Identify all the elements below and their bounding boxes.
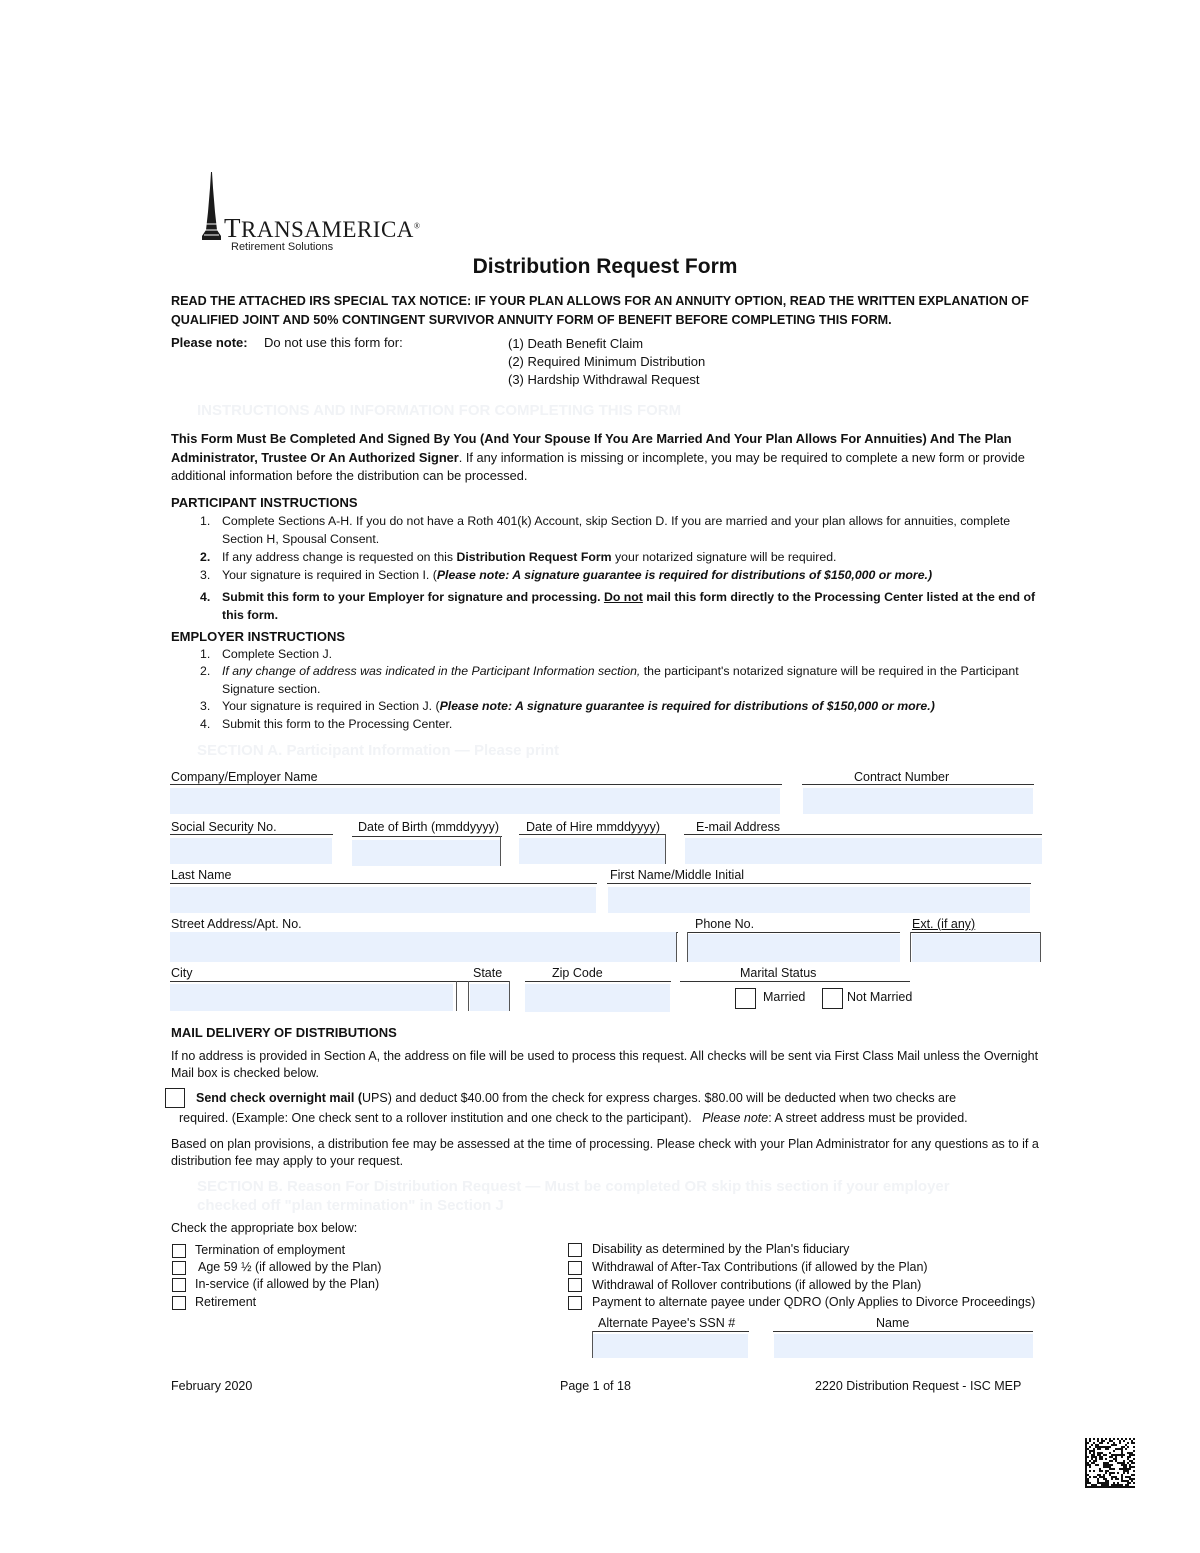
barcode-icon [1085,1438,1135,1493]
qdro-checkbox[interactable] [568,1296,582,1310]
ssn-label: Social Security No. [171,820,277,834]
first-name-input[interactable] [608,887,1030,913]
alt-payee-ssn-label: Alternate Payee's SSN # [598,1316,736,1330]
last-name-input[interactable] [170,887,596,913]
rollover-label: Withdrawal of Rollover contributions (if allowed by the Plan) [592,1278,922,1292]
not-married-checkbox[interactable] [822,988,843,1009]
section-b-heading-2: checked off "plan termination" in Section J [197,1197,504,1214]
irs-notice: READ THE ATTACHED IRS SPECIAL TAX NOTICE: IF YOUR PLAN ALLOWS FOR AN ANNUITY OPTION, READ THE WRITTEN EXPLANATION OF QUALIFIED JOINT AND 50% CONTINGENT SURVIVOR ANNUITY FORM OF BENEFIT BEFORE COMPLETING THIS FORM. [171,294,1029,327]
zip-input[interactable] [525,984,670,1012]
please-note-list [508,335,705,389]
list-item: (1) Death Benefit Claim [508,336,644,351]
city-label: City [171,966,193,980]
list-item: (3) Hardship Withdrawal Request [508,372,700,387]
participant-instructions-list: 1. Complete Sections A-H. If you do not have a Roth 401(k) Account, skip Section D. If you are married and your plan allows for annuities, complete Section H, Spousal Consent. 2. If any address change is requested on this Distribution Request Form your notarized signature will be required. 3. Your signature is required in Section I. (Please note: A signature guarantee is required for distributions of $150,000 or more.) 4. Submit this form to your Employer for signature and processing. Do not mail this form directly to the Processing Center listed at the end of this form. [200,514,1036,622]
married-label: Married [763,990,806,1004]
age-59-checkbox[interactable] [172,1261,186,1275]
alt-payee-name-label: Name [876,1316,910,1330]
married-checkbox[interactable] [735,988,756,1009]
company-label: Company/Employer Name [171,770,318,784]
intro-bold: This Form Must Be Completed And Signed By You (And Your Spouse If You Are Married And Your Plan Allows For Annuities) And The Plan Administrator, Trustee Or An Authorized Signer [171,431,1012,465]
mail-delivery-paragraph: If no address is provided in Section A, the address on file will be used to process this request. All checks will be sent via First Class Mail unless the Overnight Mail box is checked below. [171,1049,1039,1080]
overnight-mail-text-2: required. (Example: One check sent to a rollover institution and one check to the participant). Please note: A street address must be provided. [179,1111,968,1125]
phone-label: Phone No. [695,917,755,931]
retirement-label: Retirement [195,1295,257,1309]
state-input[interactable] [470,984,509,1011]
logo-tower-icon [200,172,224,245]
qdro-label: Payment to alternate payee under QDRO (Only Applies to Divorce Proceedings) [592,1295,1036,1309]
street-input[interactable] [170,932,676,962]
check-prompt: Check the appropriate box below: [171,1221,358,1235]
phone-input[interactable] [688,934,900,962]
zip-label: Zip Code [552,966,603,980]
doh-label: Date of Hire mmddyyyy) [526,820,661,834]
overnight-mail-checkbox[interactable] [165,1088,185,1108]
employer-instructions-list: 1. Complete Section J. 2. If any change of address was indicated in the Participant Information section, the participant's notarized signature will be required in the Participant Signature section. 3. Your signature is required in Section J. (Please note: A signature guarantee is required for distributions of $150,000 or more.) 4. Submit this form to the Processing Center. [200,647,1019,731]
email-label: E-mail Address [696,820,781,834]
termination-checkbox[interactable] [172,1244,186,1258]
contract-input[interactable] [803,788,1033,814]
retirement-checkbox[interactable] [172,1296,186,1310]
footer-page-number: Page 1 of 18 [560,1379,631,1393]
logo-subtitle: Retirement Solutions [231,241,334,253]
ssn-input[interactable] [170,838,332,864]
email-input[interactable] [685,838,1042,864]
after-tax-checkbox[interactable] [568,1261,582,1275]
disability-checkbox[interactable] [568,1243,582,1257]
logo-wordmark: TRANSAMERICA® [224,213,421,243]
state-label: State [473,966,503,980]
street-label: Street Address/Apt. No. [171,917,302,931]
disability-label: Disability as determined by the Plan's fiduciary [592,1242,850,1256]
please-note-text: Do not use this form for: [264,335,403,350]
first-name-label: First Name/Middle Initial [610,868,745,882]
alt-payee-ssn-input[interactable] [592,1334,748,1358]
intro-paragraph [171,430,1051,486]
in-service-checkbox[interactable] [172,1278,186,1292]
list-item: (2) Required Minimum Distribution [508,354,706,369]
ext-label: Ext. (if any) [912,917,976,931]
termination-label: Termination of employment [195,1243,346,1257]
dob-label: Date of Birth (mmddyyyy) [358,820,500,834]
dob-input[interactable] [352,840,500,866]
marital-status-label: Marital Status [740,966,817,980]
ext-input[interactable] [912,934,1040,962]
age-59-label: Age 59 ½ (if allowed by the Plan) [198,1260,382,1274]
after-tax-label: Withdrawal of After-Tax Contributions (if allowed by the Plan) [592,1260,928,1274]
participant-instructions-heading: PARTICIPANT INSTRUCTIONS [171,495,358,510]
footer-date: February 2020 [171,1379,253,1393]
intro-rest: . If any information is missing or incomplete, you may be required to complete a new form or provide additional information before the distribution can be processed. [171,449,1025,483]
distribution-fee-paragraph: Based on plan provisions, a distribution fee may be assessed at the time of processing. Please check with your Plan Administrator for any questions as to if a distribution fee may apply to your request. [171,1137,1039,1168]
overnight-mail-text: Send check overnight mail (UPS) and deduct $40.00 from the check for express charges. $80.00 will be deducted when two checks are [196,1091,957,1105]
alt-payee-name-input[interactable] [774,1334,1033,1358]
doh-input[interactable] [519,838,665,864]
last-name-label: Last Name [171,868,232,882]
instructions-heading: INSTRUCTIONS AND INFORMATION FOR COMPLETING THIS FORM [197,402,682,419]
please-note-label: Please note: [171,335,248,350]
company-input[interactable] [170,788,780,814]
footer-form-id: 2220 Distribution Request - ISC MEP [815,1379,1022,1393]
contract-label: Contract Number [854,770,950,784]
section-b-heading: SECTION B. Reason For Distribution Request — Must be completed OR skip this section if your employer [197,1178,950,1195]
city-input[interactable] [170,984,453,1011]
employer-instructions-heading: EMPLOYER INSTRUCTIONS [171,629,346,644]
section-a-heading: SECTION A. Participant Information — Please print [197,742,559,759]
in-service-label: In-service (if allowed by the Plan) [195,1277,380,1291]
not-married-label: Not Married [847,990,913,1004]
mail-delivery-heading: MAIL DELIVERY OF DISTRIBUTIONS [171,1025,397,1040]
page-title: Distribution Request Form [472,255,738,278]
rollover-checkbox[interactable] [568,1278,582,1292]
